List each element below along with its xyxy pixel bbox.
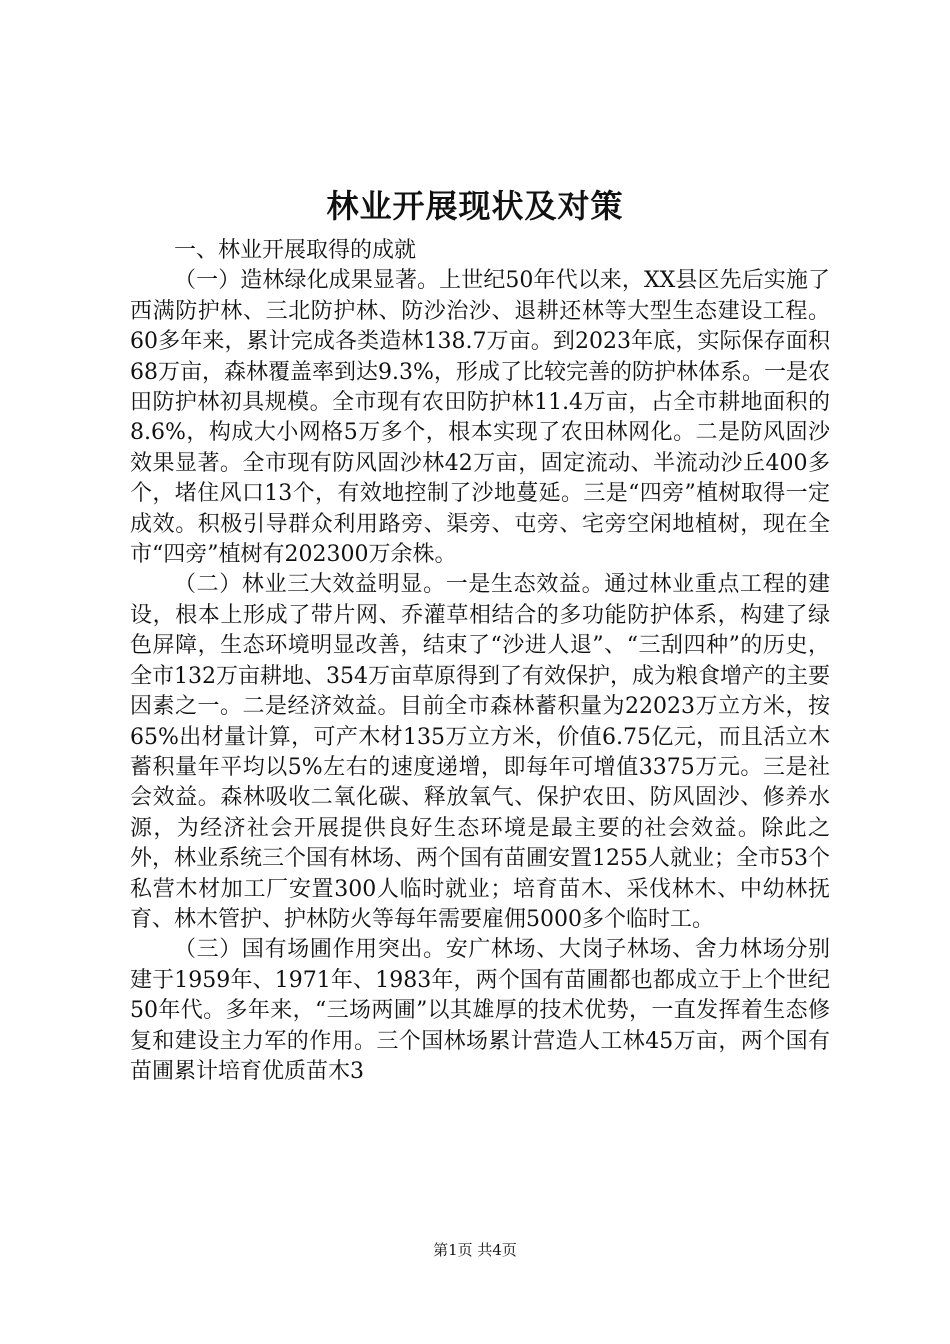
document-title: 林业开展现状及对策 [326, 187, 624, 225]
document-body [130, 236, 830, 1087]
paragraph-state-farms: （三）国有场圃作用突出。安广林场、大岗子林场、舍力林场分别建于1959年、1971年、1983年，两个国有苗圃都也都成立于上个世纪50年代。多年来，“三场两圃”以其雄厚的技术优势，一直发挥着生态修复和建设主力军的作用。三个国林场累计营造人工林45万亩，两个国有苗圃累计培育优质苗木3 [130, 937, 830, 1084]
paragraph-benefits: （二）林业三大效益明显。一是生态效益。通过林业重点工程的建设，根本上形成了带片网、乔灌草相结合的多功能防护体系，构建了绿色屏障，生态环境明显改善，结束了“沙进人退”、“三刮四种”的历史，全市132万亩耕地、354万亩草原得到了有效保护，成为粮食增产的主要因素之一。二是经济效益。目前全市森林蓄积量为22023万立方米，按65%出材量计算，可产木材135万立方米，价值6.75亿元，而且活立木蓄积量年平均以5%左右的速度递增，即每年可增值3375万元。三是社会效益。森林吸收二氧化碳、释放氧气、保护农田、防风固沙、修养水源，为经济社会开展提供良好生态环境是最主要的社会效益。除此之外，林业系统三个国有林场、两个国有苗圃安置1255人就业；全市53个私营木材加工厂安置300人临时就业；培育苗木、采伐林木、中幼林抚育、林木管护、护林防火等每年需要雇佣5000多个临时工。 [130, 572, 830, 932]
page-number: 第1页 共4页 [433, 1241, 517, 1259]
paragraph-afforestation: （一）造林绿化成果显著。上世纪50年代以来，XX县区先后实施了西满防护林、三北防护林、防沙治沙、退耕还林等大型生态建设工程。60多年来，累计完成各类造林138.7万亩。到2023年底，实际保存面积68万亩，森林覆盖率到达9.3%，形成了比较完善的防护林体系。一是农田防护林初具规模。全市现有农田防护林11.4万亩，占全市耕地面积的8.6%，构成大小网格5万多个，根本实现了农田林网化。二是防风固沙效果显著。全市现有防风固沙林42万亩，固定流动、半流动沙丘400多个，堵住风口13个，有效地控制了沙地蔓延。三是“四旁”植树取得一定成效。积极引导群众利用路旁、渠旁、屯旁、宅旁空闲地植树，现在全市“四旁”植树有202300万余株。 [130, 268, 830, 568]
section-heading: 一、林业开展取得的成就 [174, 238, 417, 263]
